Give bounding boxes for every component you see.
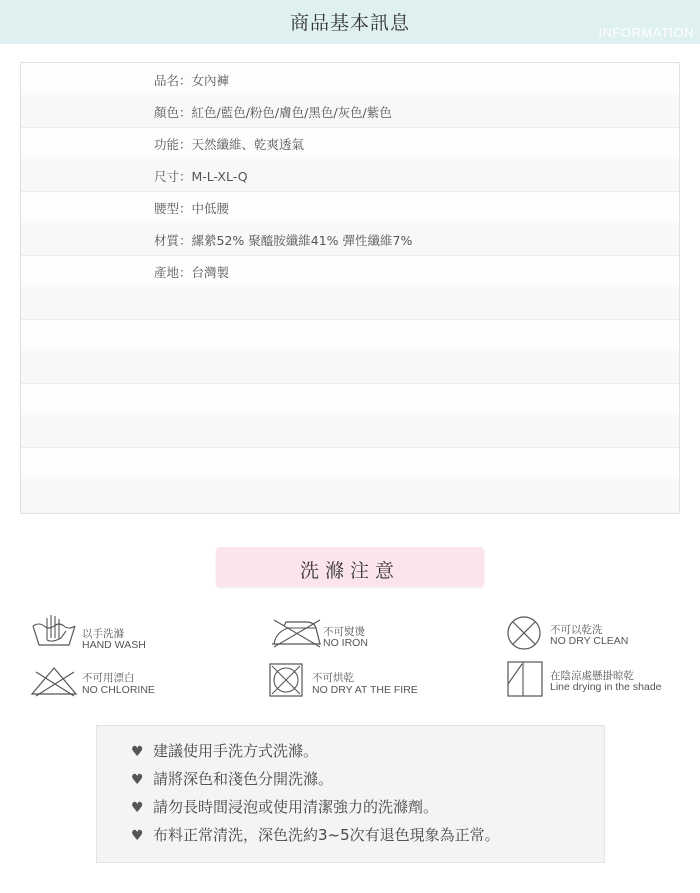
spec-row-empty — [21, 415, 679, 448]
care-label-cn: 不可以乾洗 — [550, 624, 603, 636]
spec-row-empty — [21, 287, 679, 320]
spec-waist: 腰型：中低腰 — [154, 201, 230, 216]
heart-icon: ♥ — [131, 772, 144, 788]
care-label-en: NO DRY AT THE FIRE — [312, 684, 418, 696]
care-label-en: HAND WASH — [82, 639, 146, 651]
spec-row-empty — [21, 319, 679, 352]
spec-row-empty — [21, 383, 679, 416]
washing-title: 洗滌注意 — [299, 560, 400, 582]
heart-icon: ♥ — [131, 800, 144, 816]
care-no-dry-clean — [506, 614, 686, 654]
spec-row — [21, 255, 679, 288]
spec-row — [21, 159, 679, 192]
no-dry-clean-icon — [506, 614, 544, 652]
spec-row-empty — [21, 351, 679, 384]
care-label-cn: 不可烘乾 — [312, 672, 354, 684]
line-dry-shade-icon — [506, 660, 544, 698]
page-title: 商品基本訊息 — [289, 12, 410, 34]
spec-origin: 產地：台灣製 — [154, 265, 230, 280]
care-label-cn: 不可熨燙 — [323, 626, 365, 638]
care-label-cn: 以手洗滌 — [82, 628, 124, 640]
washing-notes — [96, 725, 605, 863]
spec-row — [21, 127, 679, 160]
no-chlorine-icon — [30, 664, 80, 698]
care-label-en: NO IRON — [323, 637, 368, 649]
heart-icon: ♥ — [131, 828, 144, 844]
spec-function: 功能：天然纖維、乾爽透氣 — [154, 137, 305, 152]
care-label-en: NO CHLORINE — [82, 684, 155, 696]
spec-name: 品名：女內褲 — [154, 73, 230, 88]
care-label-en: Line drying in the shade — [550, 681, 662, 693]
spec-row — [21, 191, 679, 224]
note-text: 請將深色和淺色分開洗滌。 — [153, 770, 334, 788]
spec-material: 材質：縲縈52% 聚醯胺纖維41% 彈性纖維7% — [154, 233, 413, 248]
spec-row — [21, 63, 679, 96]
spec-color: 顏色：紅色/藍色/粉色/膚色/黑色/灰色/紫色 — [154, 105, 392, 120]
no-tumble-dry-icon — [268, 662, 304, 698]
note-item — [131, 740, 318, 761]
care-no-tumble-dry — [268, 662, 468, 702]
note-text: 請勿長時間浸泡或使用清潔強力的洗滌劑。 — [153, 798, 439, 816]
note-text: 布料正常清洗，深色洗約3~5次有退色現象為正常。 — [153, 826, 500, 844]
spec-size: 尺寸：M-L-XL-Q — [154, 169, 248, 184]
note-item — [131, 796, 438, 817]
spec-row — [21, 95, 679, 128]
header-banner — [0, 0, 700, 44]
note-text: 建議使用手洗方式洗滌。 — [153, 742, 319, 760]
care-line-dry-shade — [506, 660, 696, 700]
note-item — [131, 768, 333, 789]
hand-wash-icon — [30, 612, 80, 652]
care-label-en: NO DRY CLEAN — [550, 635, 629, 647]
note-item — [131, 824, 500, 845]
spec-row — [21, 223, 679, 256]
care-label-cn: 在陰涼處懸掛晾乾 — [550, 670, 634, 682]
care-no-chlorine — [30, 664, 230, 704]
care-no-iron — [268, 614, 468, 656]
care-hand-wash — [30, 612, 230, 654]
spec-row-empty — [21, 447, 679, 480]
spec-table — [20, 62, 680, 514]
washing-section-tab — [216, 547, 484, 587]
heart-icon: ♥ — [131, 744, 144, 760]
care-label-cn: 不可用漂白 — [82, 672, 135, 684]
no-iron-icon — [268, 614, 324, 650]
spec-row-empty — [21, 479, 679, 513]
page-subtitle: INFORMATION — [598, 25, 694, 40]
